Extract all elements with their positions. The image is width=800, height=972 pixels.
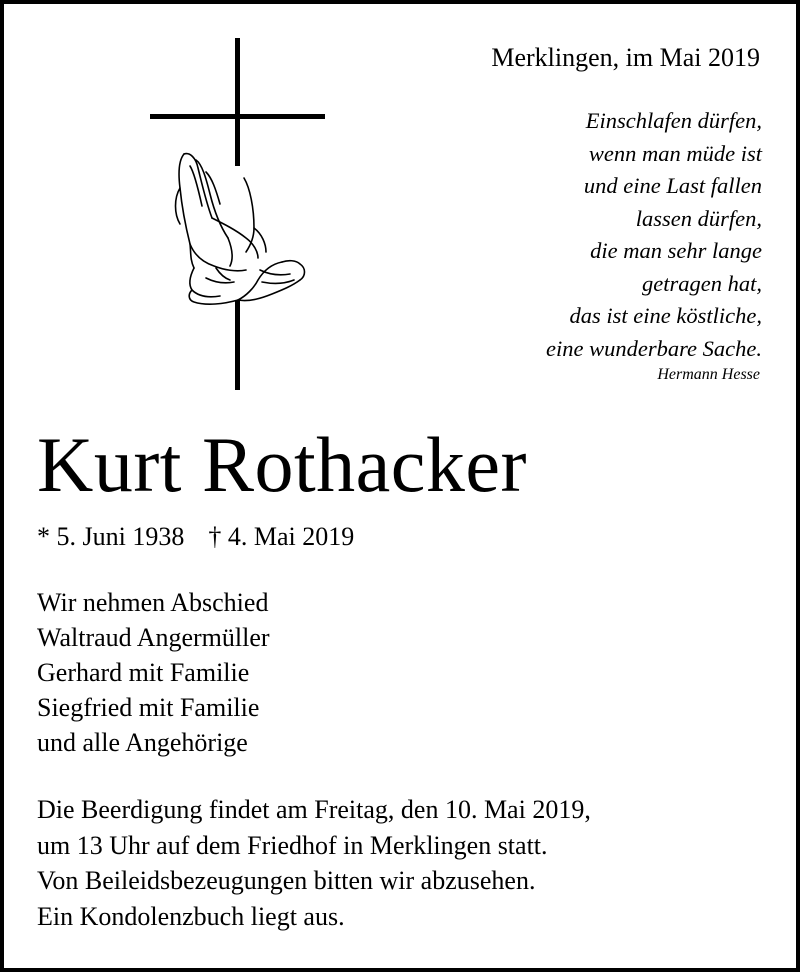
deceased-name: Kurt Rothacker [37, 421, 528, 508]
funeral-line: Von Beileidsbezeugungen bitten wir abzusehen. [37, 866, 536, 895]
poem-line: eine wunderbare Sache. [546, 335, 762, 361]
place-date: Merklingen, im Mai 2019 [491, 43, 760, 72]
funeral-line: Die Beerdigung findet am Freitag, den 10. Mai 2019, [37, 795, 591, 824]
birth-date: * 5. Juni 1938 [37, 522, 185, 551]
mourner-line: und alle Angehörige [37, 728, 248, 757]
death-date: † 4. Mai 2019 [208, 522, 355, 551]
mourners-list [37, 585, 270, 760]
mourner-line: Wir nehmen Abschied [37, 588, 269, 617]
mourner-line: Gerhard mit Familie [37, 658, 250, 687]
mourner-line: Siegfried mit Familie [37, 693, 260, 722]
poem [432, 105, 762, 365]
poem-line: das ist eine köstliche, [569, 303, 762, 328]
funeral-line: Ein Kondolenzbuch liegt aus. [37, 901, 345, 931]
poem-line: und eine Last fallen [583, 173, 762, 198]
poem-line: Einschlafen dürfen, [585, 108, 762, 133]
life-dates [37, 520, 354, 554]
poem-line: getragen hat, [642, 270, 762, 296]
poem-author: Hermann Hesse [657, 366, 760, 383]
funeral-line: um 13 Uhr auf dem Friedhof in Merklingen statt. [37, 830, 548, 860]
poem-line: die man sehr lange [590, 238, 762, 263]
mourner-line: Waltraud Angermüller [37, 623, 270, 652]
poem-line: lassen dürfen, [635, 205, 762, 231]
poem-line: wenn man müde ist [588, 140, 762, 166]
cross-with-praying-hands-icon [150, 38, 325, 390]
funeral-info [37, 792, 591, 934]
